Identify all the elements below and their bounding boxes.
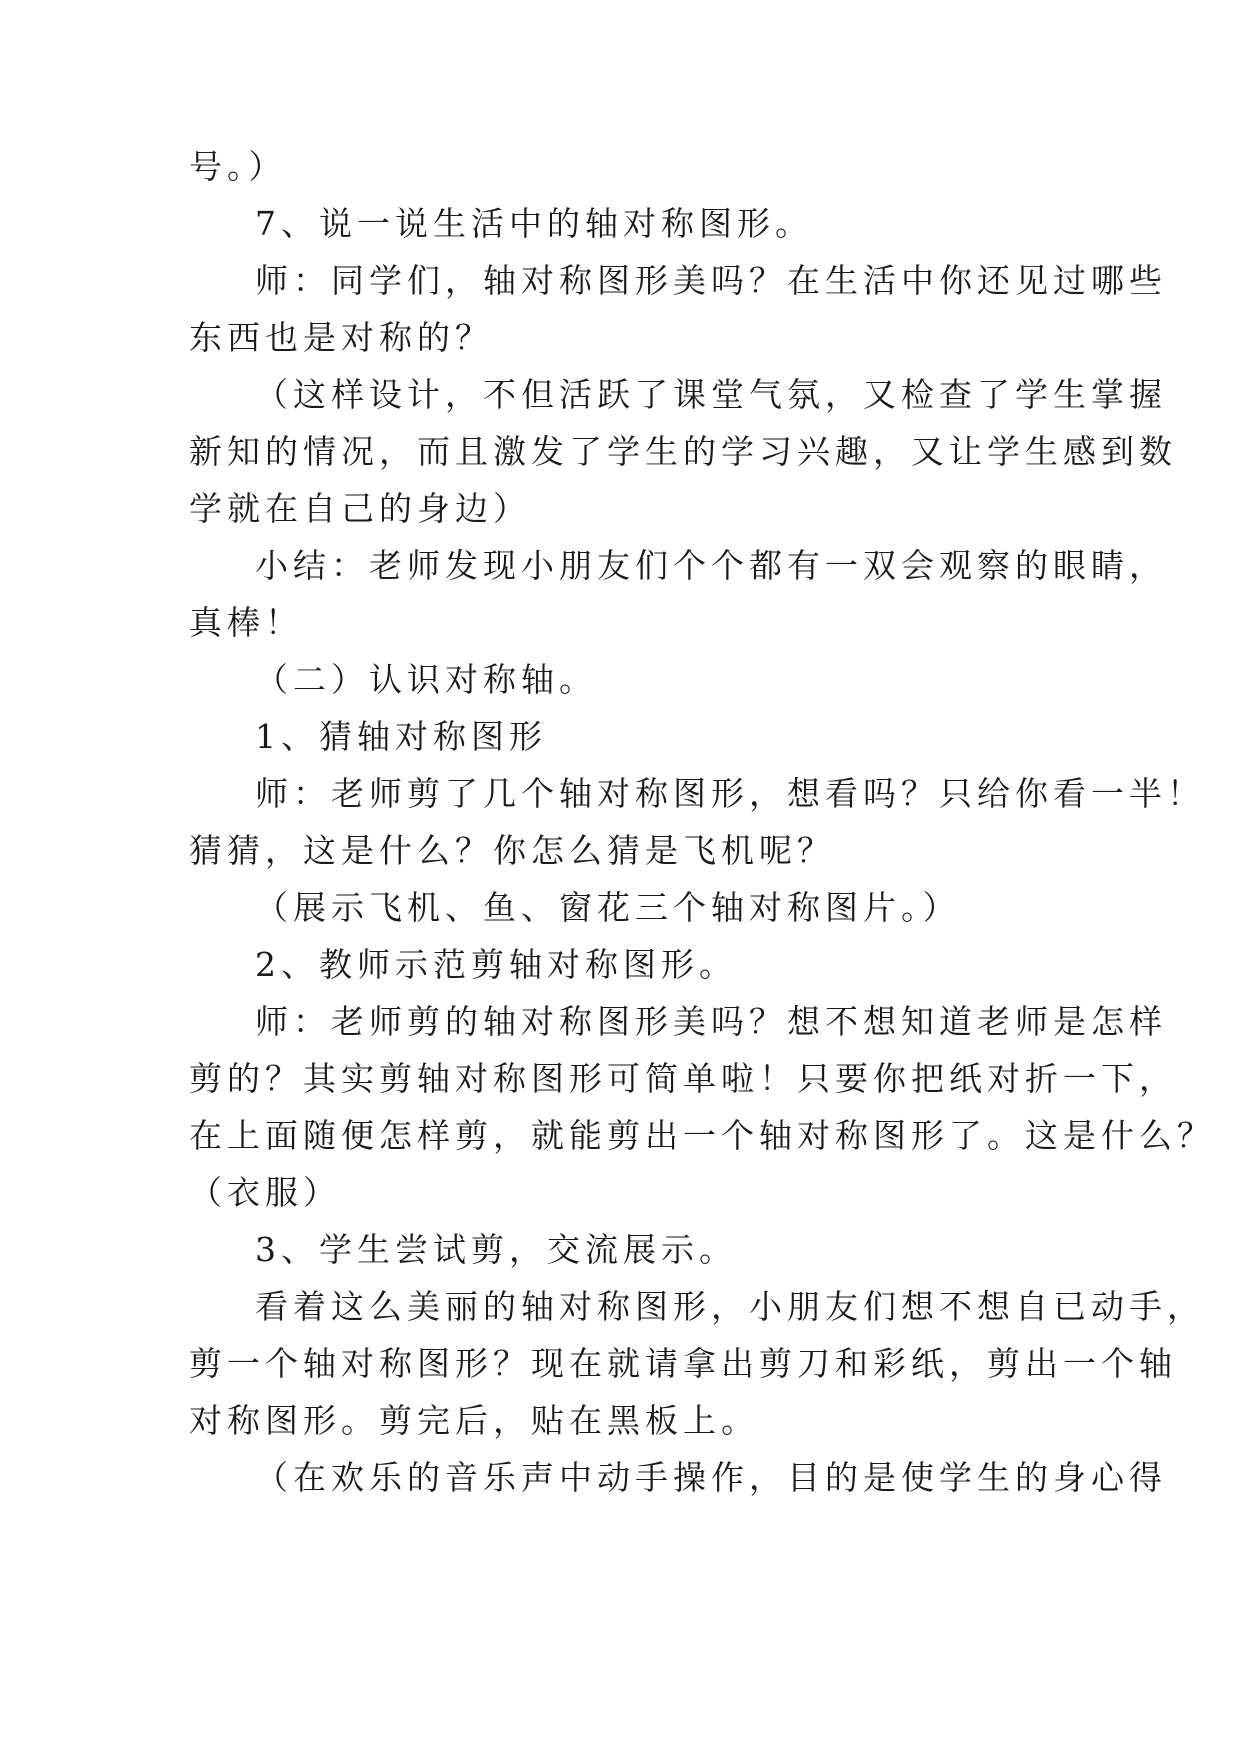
text-line-18: 在上面随便怎样剪，就能剪出一个轴对称图形了。这是什么？ [189, 1116, 1215, 1155]
text-line-17: 剪的？其实剪轴对称图形可简单啦！只要你把纸对折一下， [189, 1059, 1177, 1098]
text-line-16: 师：老师剪的轴对称图形美吗？想不想知道老师是怎样 [255, 1002, 1167, 1041]
text-line-14: （展示飞机、鱼、窗花三个轴对称图片。） [255, 888, 961, 927]
text-line-5: （这样设计，不但活跃了课堂气氛，又检查了学生掌握 [255, 375, 1167, 414]
text-line-8: 小结：老师发现小朋友们个个都有一双会观察的眼睛， [255, 546, 1167, 585]
text-line-1: 号。） [189, 147, 287, 186]
text-line-22: 剪一个轴对称图形？现在就请拿出剪刀和彩纸，剪出一个轴 [189, 1344, 1177, 1383]
text-line-9: 真棒！ [189, 603, 303, 642]
text-line-15: 2、教师示范剪轴对称图形。 [255, 945, 737, 984]
text-line-2: 7、说一说生活中的轴对称图形。 [255, 204, 813, 243]
text-line-23: 对称图形。剪完后，贴在黑板上。 [189, 1401, 759, 1440]
text-line-11: 1、猜轴对称图形 [255, 717, 547, 756]
text-line-10: （二）认识对称轴。 [255, 660, 597, 699]
text-line-7: 学就在自己的身边） [189, 489, 531, 528]
text-line-24: （在欢乐的音乐声中动手操作，目的是使学生的身心得 [255, 1458, 1167, 1497]
text-line-4: 东西也是对称的？ [189, 318, 493, 357]
text-line-21: 看着这么美丽的轴对称图形，小朋友们想不想自已动手， [255, 1287, 1205, 1326]
text-line-12: 师：老师剪了几个轴对称图形，想看吗？只给你看一半！ [255, 774, 1205, 813]
text-line-6: 新知的情况，而且激发了学生的学习兴趣，又让学生感到数 [189, 432, 1177, 471]
text-line-19: （衣服） [189, 1173, 341, 1212]
text-line-20: 3、学生尝试剪，交流展示。 [255, 1230, 737, 1269]
text-line-13: 猜猜，这是什么？你怎么猜是飞机呢？ [189, 831, 835, 870]
text-line-3: 师：同学们，轴对称图形美吗？在生活中你还见过哪些 [255, 261, 1167, 300]
